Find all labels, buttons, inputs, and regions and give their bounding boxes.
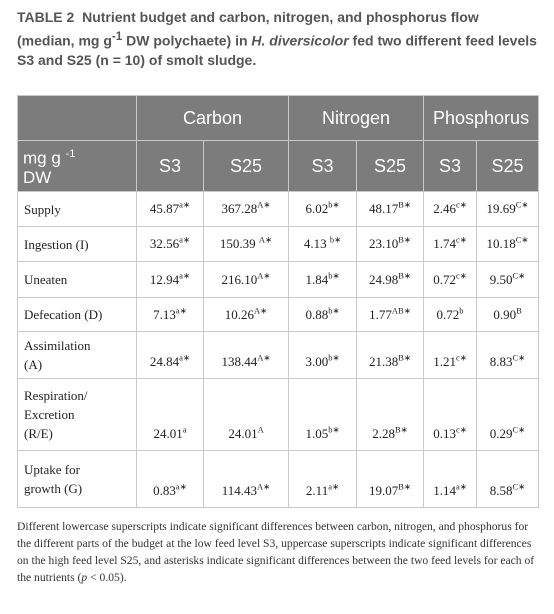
row-label <box>18 379 137 451</box>
value-cell <box>357 379 424 451</box>
cell-value: 19.69 <box>486 201 516 216</box>
table-row <box>18 332 539 379</box>
footnote-text-end: < 0.05). <box>87 571 127 584</box>
row-label <box>18 227 137 262</box>
cell-significance: A <box>257 424 264 435</box>
cell-significance: B∗ <box>395 424 408 435</box>
cell-significance: B∗ <box>398 481 412 492</box>
header-level: S3 <box>137 141 204 192</box>
header-row-levels <box>18 141 539 192</box>
row-label-line: Respiration/ <box>24 388 88 403</box>
cell-significance: B∗ <box>398 234 412 245</box>
value-cell <box>424 262 477 298</box>
table-row <box>18 192 539 227</box>
value-cell <box>289 192 357 227</box>
table-row <box>18 379 539 451</box>
cell-value: 10.18 <box>486 236 516 251</box>
cell-significance: A∗ <box>257 481 271 492</box>
cell-significance: c∗ <box>455 234 467 245</box>
cell-significance: c∗ <box>455 352 467 363</box>
row-label <box>18 192 137 227</box>
cell-value: 0.83 <box>153 483 176 498</box>
cell-value: 1.21 <box>433 354 456 369</box>
cell-significance: B∗ <box>398 270 412 281</box>
value-cell <box>137 332 204 379</box>
value-cell <box>204 227 289 262</box>
cell-value: 8.58 <box>489 483 513 498</box>
value-cell <box>204 332 289 379</box>
row-label-line: growth (G) <box>24 481 83 496</box>
cell-significance: C∗ <box>515 199 529 210</box>
value-cell <box>137 262 204 298</box>
row-label-line: Supply <box>24 201 61 217</box>
cell-value: 48.17 <box>369 201 399 216</box>
value-cell <box>424 298 477 332</box>
table-row <box>18 262 539 298</box>
cell-significance: b∗ <box>328 199 340 210</box>
row-label-line: Excretion <box>24 407 75 422</box>
cell-significance: a∗ <box>179 352 191 363</box>
cell-significance: AB∗ <box>391 305 411 316</box>
cell-significance: a∗ <box>179 199 191 210</box>
cell-value: 0.29 <box>489 426 513 441</box>
table-row <box>18 298 539 332</box>
value-cell <box>357 298 424 332</box>
header-level: S3 <box>424 141 477 192</box>
cell-significance: C∗ <box>512 481 526 492</box>
cell-significance: B <box>516 305 522 316</box>
header-carbon: Carbon <box>137 96 289 141</box>
value-cell <box>204 262 289 298</box>
cell-significance: A∗ <box>257 270 271 281</box>
cell-significance: b∗ <box>328 424 340 435</box>
cell-value: 1.14 <box>433 483 456 498</box>
row-label <box>18 298 137 332</box>
cell-significance: b∗ <box>328 305 340 316</box>
cell-value: 2.28 <box>372 426 395 441</box>
table-body <box>18 192 539 508</box>
cell-value: 2.46 <box>433 201 456 216</box>
value-cell <box>357 192 424 227</box>
row-label-line: Uneaten <box>24 272 68 287</box>
cell-value: 0.72 <box>433 271 456 287</box>
cell-significance: C∗ <box>512 352 526 363</box>
cell-significance: A∗ <box>257 352 271 363</box>
cell-value: 32.56 <box>149 236 180 251</box>
value-cell <box>289 262 357 298</box>
nutrient-budget-table <box>17 95 539 508</box>
cell-value: 4.13 <box>303 236 330 251</box>
value-cell <box>424 227 477 262</box>
row-label <box>18 262 137 298</box>
cell-value: 10.26 <box>224 306 254 322</box>
cell-value: 1.74 <box>433 236 456 251</box>
value-cell <box>357 227 424 262</box>
value-cell <box>137 192 204 227</box>
header-level: S25 <box>477 141 539 192</box>
cell-value: 23.10 <box>369 236 399 251</box>
value-cell <box>477 192 539 227</box>
value-cell <box>137 298 204 332</box>
value-cell <box>477 262 539 298</box>
cell-significance: c∗ <box>455 270 467 281</box>
header-level: S25 <box>204 141 289 192</box>
cell-significance: a∗ <box>455 481 467 492</box>
cell-significance: b∗ <box>328 352 340 363</box>
cell-value: 367.28 <box>221 201 258 216</box>
cell-value: 24.01 <box>228 426 258 441</box>
row-label-line: (R/E) <box>24 426 53 441</box>
row-label-line: Assimilation <box>24 338 91 353</box>
cell-value: 216.10 <box>221 271 258 287</box>
value-cell <box>289 451 357 508</box>
caption-text: Nutrient budget and carbon, nitrogen, and phosphorus flow (median, mg g <box>17 9 479 49</box>
cell-value: 0.72 <box>436 306 460 322</box>
table-row <box>18 227 539 262</box>
cell-value: 24.98 <box>369 271 399 287</box>
cell-significance: a∗ <box>175 305 187 316</box>
cell-value: 0.13 <box>433 426 456 441</box>
value-cell <box>289 379 357 451</box>
cell-value: 12.94 <box>149 271 180 287</box>
cell-significance: A∗ <box>258 234 273 245</box>
caption-text-2: DW polychaete) in <box>122 32 252 49</box>
cell-value: 3.00 <box>305 354 329 369</box>
cell-significance: b∗ <box>328 270 340 281</box>
value-cell <box>289 227 357 262</box>
header-row-nutrients <box>18 96 539 141</box>
cell-value: 138.44 <box>221 354 258 369</box>
cell-significance: a <box>182 424 187 435</box>
value-cell <box>424 379 477 451</box>
value-cell <box>357 332 424 379</box>
row-label-line: Ingestion (I) <box>24 236 89 252</box>
value-cell <box>204 379 289 451</box>
cell-significance: b <box>459 305 464 316</box>
value-cell <box>477 332 539 379</box>
value-cell <box>477 227 539 262</box>
header-level: S25 <box>357 141 424 192</box>
cell-value: 45.87 <box>149 201 180 216</box>
cell-significance: B∗ <box>398 352 412 363</box>
value-cell <box>477 451 539 508</box>
footnote-p-symbol: p <box>81 571 88 584</box>
value-cell <box>137 379 204 451</box>
footnote-text: Different lowercase superscripts indicate significant differences between carbon, nitrogen, and phosphorus for the different parts of the budget at the low feed level S3, uppercase superscripts indicate significant differences on the high feed level S25, and asterisks indicate significant differences between the two feed levels for each of the nutrients ( <box>17 520 535 584</box>
value-cell <box>477 379 539 451</box>
cell-value: 6.02 <box>305 201 329 216</box>
cell-significance: C∗ <box>515 234 529 245</box>
cell-significance: C∗ <box>512 424 526 435</box>
cell-value: 1.84 <box>305 271 329 287</box>
cell-value: 19.07 <box>369 483 399 498</box>
species-name: H. diversicolor <box>251 32 349 49</box>
cell-value: 2.11 <box>305 483 329 498</box>
value-cell <box>289 332 357 379</box>
value-cell <box>204 451 289 508</box>
value-cell <box>137 451 204 508</box>
value-cell <box>357 262 424 298</box>
value-cell <box>424 451 477 508</box>
cell-value: 1.05 <box>305 426 329 441</box>
cell-value: 9.50 <box>489 271 513 287</box>
header-unit: mg g $^{-1}$ DW <box>18 141 137 192</box>
cell-significance: a∗ <box>328 481 340 492</box>
cell-significance: b∗ <box>329 234 342 245</box>
table-number: TABLE 2 <box>17 9 75 25</box>
cell-significance: c∗ <box>455 199 467 210</box>
cell-value: 8.83 <box>489 354 513 369</box>
table-footnote <box>17 518 537 586</box>
value-cell <box>137 227 204 262</box>
value-cell <box>424 332 477 379</box>
cell-value: 0.88 <box>305 306 329 322</box>
table-caption <box>17 8 537 70</box>
cell-significance: B∗ <box>398 199 412 210</box>
value-cell <box>357 451 424 508</box>
cell-significance: A∗ <box>257 199 271 210</box>
header-phosphorus: Phosphorus <box>424 96 539 141</box>
cell-significance: c∗ <box>455 424 467 435</box>
row-label <box>18 332 137 379</box>
cell-significance: C∗ <box>512 270 526 281</box>
value-cell <box>424 192 477 227</box>
header-corner <box>18 96 137 141</box>
value-cell <box>204 192 289 227</box>
value-cell <box>204 298 289 332</box>
caption-text-3: fed two different feed levels S3 and S25 (n = 10) of smolt sludge. <box>17 32 537 68</box>
cell-value: 0.90 <box>493 306 517 322</box>
cell-value: 24.84 <box>149 354 180 369</box>
row-label-line: Defecation (D) <box>24 307 103 322</box>
row-label-line: (A) <box>24 357 43 372</box>
cell-value: 150.39 <box>219 236 259 251</box>
cell-significance: A∗ <box>254 305 268 316</box>
cell-value: 24.01 <box>153 426 183 441</box>
value-cell <box>289 298 357 332</box>
row-label <box>18 451 137 508</box>
value-cell <box>477 298 539 332</box>
header-nitrogen: Nitrogen <box>289 96 424 141</box>
cell-value: 7.13 <box>153 306 176 322</box>
cell-significance: a∗ <box>179 270 191 281</box>
header-level: S3 <box>289 141 357 192</box>
cell-value: 21.38 <box>369 354 399 369</box>
cell-value: 114.43 <box>221 483 258 498</box>
table-row <box>18 451 539 508</box>
caption-exponent: -1 <box>111 30 123 43</box>
cell-value: 1.77 <box>369 306 392 322</box>
row-label-line: Uptake for <box>24 462 80 477</box>
cell-significance: a∗ <box>175 481 187 492</box>
cell-significance: a∗ <box>179 234 191 245</box>
